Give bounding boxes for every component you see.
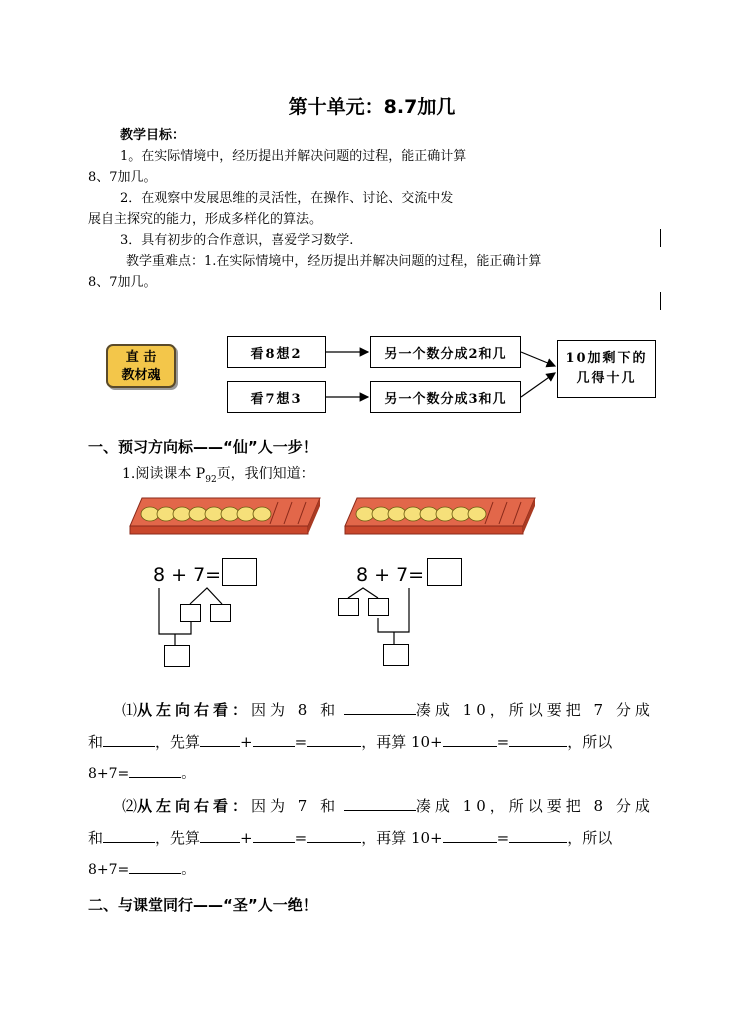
blank[interactable] [307, 730, 361, 747]
plus-sign: + [240, 733, 253, 751]
key-points-b: 8、7加几。 [88, 275, 157, 290]
exercise-1-text: 8+7= [88, 766, 130, 782]
exercise-2-text: 和 [88, 829, 104, 847]
blank[interactable] [103, 826, 155, 843]
blank[interactable] [443, 826, 497, 843]
split-box-right-1[interactable] [338, 598, 359, 616]
exercise-1-lead: 从左向右看： [137, 701, 252, 719]
blank[interactable] [307, 826, 361, 843]
objective-2a: 2．在观察中发展思维的灵活性，在操作、讨论、交流中发 [120, 191, 454, 206]
objectives-heading: 教学目标： [120, 128, 186, 143]
badge-line-2: 教材魂 [121, 368, 161, 383]
exercise-2-lead: 从左向右看： [137, 797, 252, 815]
objective-2b: 展自主探究的能力，形成多样化的算法。 [88, 212, 323, 227]
split-box-left-2[interactable] [210, 604, 231, 622]
blank[interactable] [443, 730, 497, 747]
blank[interactable] [253, 730, 295, 747]
exercise-1-text: 和 [88, 733, 104, 751]
exercise-1-text: 因为 8 和 [251, 701, 340, 719]
exercise-1-line-3 [88, 758, 195, 790]
equals-sign: = [496, 829, 510, 847]
blank[interactable] [103, 730, 155, 747]
box-result-line-2: 几得十几 [576, 371, 637, 386]
objective-1b: 8、7加几。 [88, 170, 157, 185]
sum-box-left[interactable] [164, 645, 190, 667]
exercise-1-number: ⑴ [122, 701, 138, 719]
equals-sign: = [294, 829, 308, 847]
box-look-7: 看7想3 [227, 381, 326, 413]
box-result-line-1: 10加剩下的 [565, 351, 648, 366]
box-split-3: 另一个数分成3和几 [370, 381, 521, 413]
section-1-heading: 一、预习方向标——“仙”人一步！ [88, 438, 318, 456]
read-post: 页，我们知道： [216, 466, 315, 482]
split-box-left-1[interactable] [180, 604, 201, 622]
exercise-2-number: ⑵ [122, 797, 138, 815]
exercise-1-text: 。 [181, 766, 196, 782]
blank[interactable] [253, 826, 295, 843]
blank[interactable] [509, 730, 567, 747]
equals-sign: = [496, 733, 510, 751]
exercise-2-text: ，再算 10+ [361, 829, 443, 847]
exercise-2-text: ，先算 [155, 829, 201, 847]
split-box-right-2[interactable] [368, 598, 389, 616]
blank[interactable] [200, 826, 240, 843]
equals-sign: = [294, 733, 308, 751]
exercise-2-text: 因为 7 和 [251, 797, 340, 815]
exercise-2-text: 。 [181, 862, 196, 878]
key-points-a: 教学重难点：1.在实际情境中，经历提出并解决问题的过程，能正确计算 [126, 254, 542, 269]
blank[interactable] [129, 857, 181, 874]
exercise-1-text: 凑成 10，所以要把 7 分成 [415, 701, 654, 719]
blank[interactable] [200, 730, 240, 747]
exercise-1-text: ，所以 [567, 733, 613, 751]
blank[interactable] [344, 698, 416, 715]
plus-sign: + [240, 829, 253, 847]
page-title: 第十单元：8.7加几 [288, 96, 456, 118]
sum-box-right[interactable] [383, 644, 409, 666]
exercise-1-text: ，再算 10+ [361, 733, 443, 751]
blank[interactable] [129, 761, 181, 778]
exercise-2-text: 8+7= [88, 862, 130, 878]
exercise-2-line-3 [88, 854, 195, 886]
split-line-right [348, 588, 378, 598]
objective-1a: 1。在实际情境中，经历提出并解决问题的过程，能正确计算 [120, 149, 467, 164]
exercise-2-line-1 [122, 790, 654, 822]
exercise-2-text: ，所以 [567, 829, 613, 847]
equation-right: 8 + 7= [356, 564, 425, 586]
read-page-sub: 92 [205, 474, 217, 485]
objective-3: 3．具有初步的合作意识，喜爱学习数学. [120, 233, 354, 248]
blank[interactable] [344, 794, 416, 811]
exercise-1-line-1 [122, 694, 654, 726]
badge-line-1: 直 击 [125, 350, 157, 365]
exercise-2-text: 凑成 10，所以要把 8 分成 [415, 797, 654, 815]
exercise-2-line-2 [88, 822, 612, 854]
blank[interactable] [509, 826, 567, 843]
exercise-1-text: ，先算 [155, 733, 201, 751]
section-2-heading: 二、与课堂同行——“圣”人一绝！ [88, 896, 318, 914]
read-pre: 1.阅读课本 P [122, 466, 206, 482]
box-split-2: 另一个数分成2和几 [370, 336, 521, 368]
split-line-left [190, 588, 222, 604]
equation-left: 8 + 7= [153, 564, 222, 586]
box-look-8: 看8想2 [227, 336, 326, 368]
exercise-1-line-2 [88, 726, 612, 758]
